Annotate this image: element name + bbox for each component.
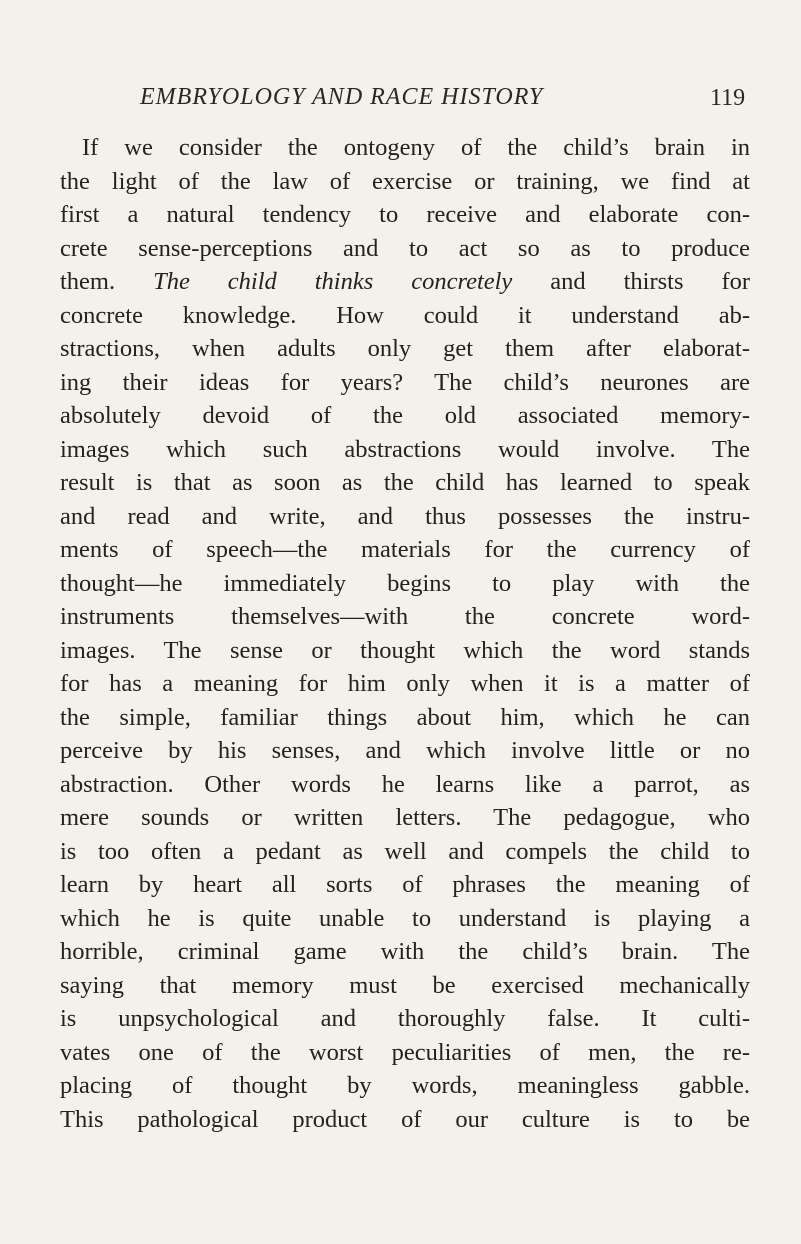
- text-line: thought—he immediately begins to play with the: [60, 569, 750, 597]
- text-line: for has a meaning for him only when it is a matter of: [60, 670, 750, 697]
- text-line: is unpsychological and thoroughly false. It culti-: [60, 1005, 750, 1032]
- text-line: instruments themselves—with the concrete word-: [60, 603, 750, 630]
- text-line: vates one of the worst peculiarities of men, the re-: [60, 1038, 750, 1066]
- body-paragraph: [60, 131, 750, 1136]
- text-line: concrete knowledge. How could it understand ab-: [60, 301, 750, 329]
- text-line: saying that memory must be exercised mechanically: [60, 971, 750, 999]
- text-line: them. The child thinks concretely and thirsts for: [60, 268, 751, 295]
- text-line: the light of the law of exercise or training, we find at: [60, 167, 750, 195]
- text-line: learn by heart all sorts of phrases the meaning of: [60, 871, 750, 898]
- page-number: 119: [710, 85, 746, 111]
- text-line: ments of speech—the materials for the currency of: [60, 536, 750, 563]
- text-line: horrible, criminal game with the child’s brain. The: [60, 938, 750, 965]
- text-line: first a natural tendency to receive and elaborate con-: [60, 201, 750, 228]
- text-line: abstraction. Other words he learns like a parrot, as: [60, 770, 750, 798]
- text-line: absolutely devoid of the old associated memory-: [60, 402, 750, 429]
- text-line: which he is quite unable to understand is playing a: [60, 904, 750, 932]
- text-line: is too often a pedant as well and compels the child to: [60, 837, 750, 865]
- text-line: and read and write, and thus possesses the instru-: [60, 502, 750, 530]
- text-line: the simple, familiar things about him, which he can: [60, 703, 750, 731]
- text-line: ing their ideas for years? The child’s neurones are: [60, 368, 750, 396]
- text-line: images which such abstractions would involve. The: [60, 435, 750, 463]
- text-line: If we consider the ontogeny of the child’s brain in: [82, 134, 750, 161]
- text-line: result is that as soon as the child has learned to speak: [60, 469, 750, 496]
- running-head: EMBRYOLOGY AND RACE HISTORY: [140, 84, 544, 110]
- text-line: crete sense-perceptions and to act so as to produce: [60, 234, 750, 262]
- text-line: placing of thought by words, meaningless gabble.: [60, 1072, 750, 1099]
- text-line: This pathological product of our culture is to be: [60, 1105, 750, 1133]
- text-line: mere sounds or written letters. The pedagogue, who: [60, 804, 750, 831]
- text-line: stractions, when adults only get them after elaborat-: [60, 335, 750, 362]
- italic-emphasis: The child thinks concretely: [153, 268, 513, 295]
- text-line: images. The sense or thought which the word stands: [60, 636, 750, 664]
- text-line: perceive by his senses, and which involve little or no: [60, 737, 750, 764]
